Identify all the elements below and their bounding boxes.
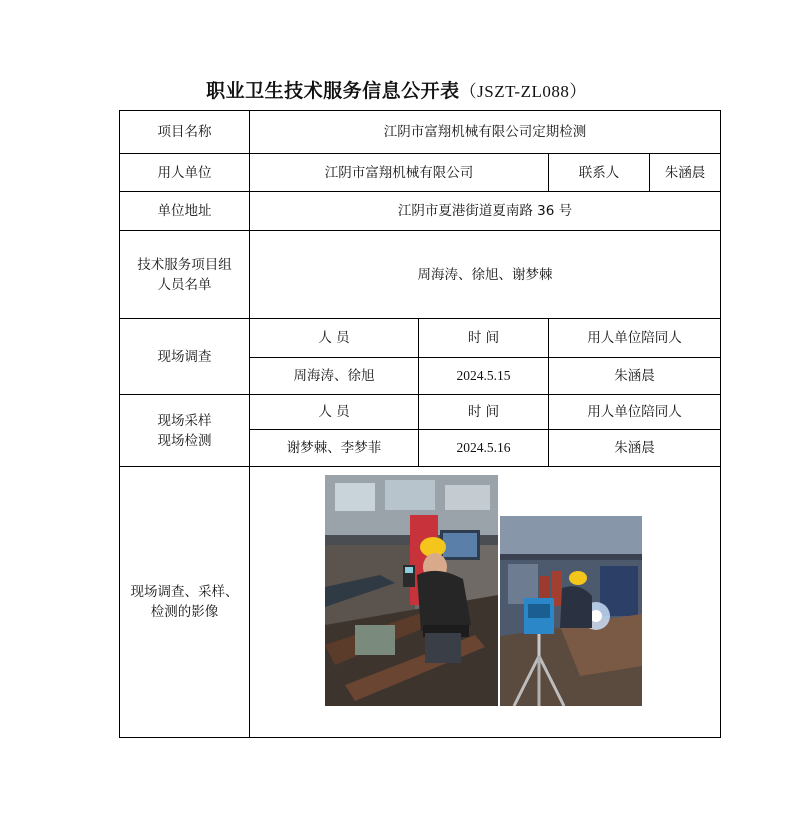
sampling-escort: 朱涵晨 — [549, 430, 721, 467]
team-value: 周海涛、徐旭、谢梦棘 — [250, 231, 721, 319]
title-main: 职业卫生技术服务信息公开表 — [206, 80, 460, 102]
sampling-label-line1: 现场采样 — [157, 412, 212, 429]
project-label: 项目名称 — [120, 111, 250, 154]
survey-header-time: 时 间 — [419, 319, 549, 358]
images-label-line1: 现场调查、采样、 — [130, 584, 239, 600]
row-employer — [120, 154, 721, 192]
row-project — [120, 111, 721, 154]
employer-label: 用人单位 — [120, 154, 250, 192]
contact-label: 联系人 — [549, 154, 650, 192]
site-photo-welding-sampling — [500, 516, 642, 706]
sampling-label-line2: 现场检测 — [157, 432, 212, 449]
address-label: 单位地址 — [120, 192, 250, 231]
title-code: （JSZT-ZL088） — [459, 82, 587, 101]
contact-value: 朱涵晨 — [650, 154, 721, 192]
info-table — [119, 110, 721, 738]
survey-label: 现场调查 — [120, 319, 250, 395]
row-images — [120, 467, 721, 738]
row-survey-header — [120, 319, 721, 358]
sampling-header-escort: 用人单位陪同人 — [549, 395, 721, 430]
images-label-line2: 检测的影像 — [150, 604, 219, 620]
row-address — [120, 192, 721, 231]
sampling-label — [120, 395, 250, 467]
photos-area — [250, 467, 720, 737]
address-value: 江阴市夏港街道夏南路 36 号 — [250, 192, 721, 231]
sampling-date: 2024.5.16 — [419, 430, 549, 467]
sampling-header-time: 时 间 — [419, 395, 549, 430]
row-sampling-header — [120, 395, 721, 430]
survey-header-people: 人 员 — [250, 319, 419, 358]
employer-value: 江阴市富翔机械有限公司 — [250, 154, 549, 192]
page-title — [0, 76, 793, 103]
survey-people: 周海涛、徐旭 — [250, 358, 419, 395]
team-label: 技术服务项目组人员名单 — [120, 231, 250, 319]
sampling-people: 谢梦棘、李梦菲 — [250, 430, 419, 467]
sampling-header-people: 人 员 — [250, 395, 419, 430]
row-team — [120, 231, 721, 319]
site-photo-noise-measurement — [325, 475, 498, 706]
images-label — [120, 467, 250, 738]
project-value: 江阴市富翔机械有限公司定期检测 — [250, 111, 721, 154]
survey-escort: 朱涵晨 — [549, 358, 721, 395]
survey-header-escort: 用人单位陪同人 — [549, 319, 721, 358]
images-cell — [250, 467, 721, 738]
survey-date: 2024.5.15 — [419, 358, 549, 395]
